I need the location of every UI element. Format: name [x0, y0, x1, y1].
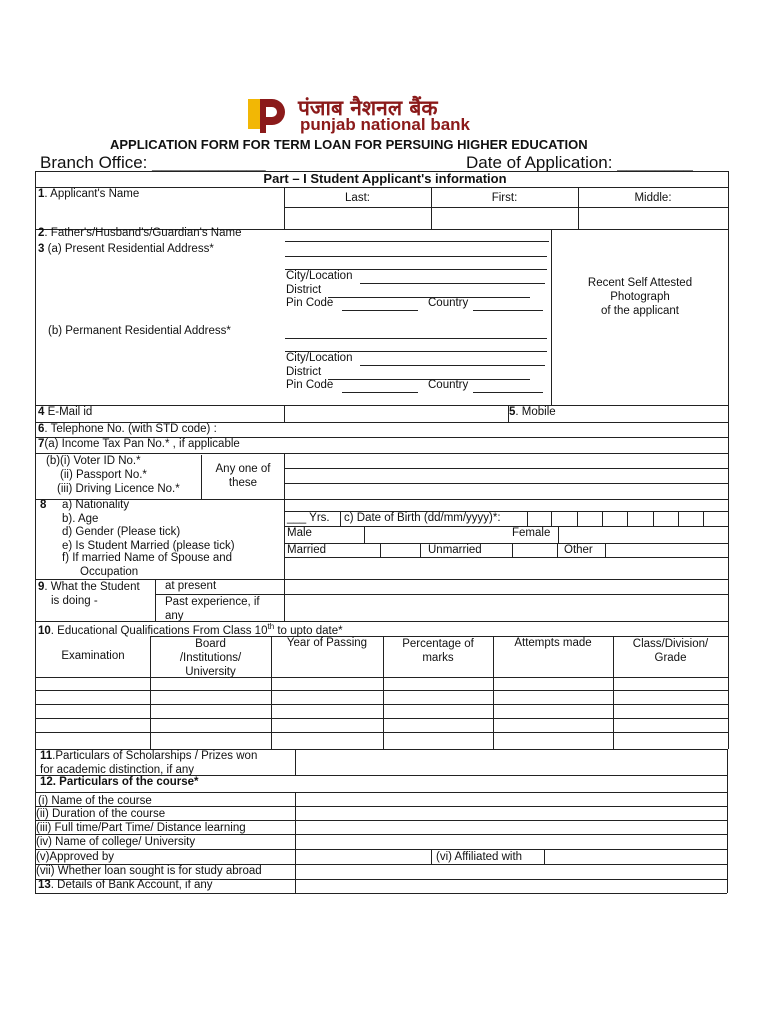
q10-title: 10. Educational Qualifications From Class 10th to upto date*: [38, 622, 343, 637]
permanent-city-input[interactable]: [360, 365, 545, 366]
pnb-logo-icon: [246, 95, 292, 137]
col-percentage: Percentage of marks: [402, 638, 474, 664]
middle-name-label: Middle:: [634, 192, 672, 204]
status-married-checkbox[interactable]: [381, 544, 419, 556]
driving-licence-input[interactable]: [285, 484, 727, 498]
dob-month-box-1[interactable]: [578, 512, 601, 525]
middle-name-input[interactable]: [579, 208, 727, 228]
table-row[interactable]: [36, 705, 727, 717]
course-duration-input[interactable]: [296, 807, 726, 819]
study-mode-label: (iii) Full time/Part Time/ Distance learning: [36, 822, 246, 834]
gender-male-checkbox[interactable]: [365, 527, 507, 542]
present-address-line-1[interactable]: [285, 256, 547, 257]
approved-by-label: (v)Approved by: [36, 851, 114, 863]
study-mode-input[interactable]: [296, 821, 726, 833]
branch-office-label[interactable]: Branch Office: ____________: [40, 153, 266, 172]
passport-label: (ii) Passport No.*: [60, 469, 147, 481]
permanent-city-label: City/Location: [286, 352, 353, 364]
q7a-label: 7(a) Income Tax Pan No.* , if applicable: [38, 438, 240, 450]
dob-day-box-2[interactable]: [552, 512, 576, 525]
table-row[interactable]: [36, 691, 727, 703]
email-input[interactable]: [285, 406, 507, 421]
status-married-label: Married: [287, 544, 326, 556]
at-present-input[interactable]: [285, 580, 727, 593]
passport-input[interactable]: [285, 469, 727, 482]
age-label: b). Age: [62, 513, 99, 525]
q2-label: 2. Father's/Husband's/Guardian's Name: [38, 227, 242, 239]
present-pin-input[interactable]: [342, 310, 418, 311]
dob-year-box-2[interactable]: [654, 512, 677, 525]
present-city-label: City/Location: [286, 270, 353, 282]
table-row[interactable]: [36, 678, 727, 689]
status-unmarried-label: Unmarried: [428, 544, 482, 556]
photo-text-3: of the applicant: [600, 305, 679, 317]
permanent-address-line-1[interactable]: [285, 338, 547, 339]
gender-label: d) Gender (Please tick): [62, 526, 181, 538]
col-attempts: Attempts made: [514, 637, 592, 649]
last-name-label: Last:: [345, 192, 370, 204]
dob-month-box-2[interactable]: [603, 512, 626, 525]
col-board: Board /Institutions/ University: [179, 638, 242, 678]
bank-name-english: punjab national bank: [300, 115, 471, 134]
table-row[interactable]: [36, 733, 727, 748]
photo-text-1: Recent Self Attested: [587, 277, 693, 289]
married-label: e) Is Student Married (please tick): [62, 540, 235, 552]
status-other-checkbox[interactable]: [606, 544, 727, 556]
college-name-label: (iv) Name of college/ University: [36, 836, 196, 848]
driving-licence-label: (iii) Driving Licence No.*: [57, 483, 180, 495]
q11-label: 11.Particulars of Scholarships / Prizes won for academic distinction, if any: [40, 750, 258, 776]
spouse-label: f) If married Name of Spouse and: [62, 552, 233, 564]
dob-year-box-3[interactable]: [679, 512, 702, 525]
course-name-label: (i) Name of the course: [38, 795, 152, 807]
bank-name-hindi: पंजाब नैशनल बैंक: [298, 96, 438, 120]
any-one-note: Any one of these: [215, 463, 271, 489]
photo-box[interactable]: [552, 276, 728, 318]
present-country-label: Country: [428, 297, 469, 309]
gender-male-label: Male: [287, 527, 312, 539]
permanent-pin-label: Pin Code: [286, 379, 334, 391]
permanent-pin-input[interactable]: [342, 392, 418, 393]
date-of-application-label[interactable]: Date of Application: ________: [466, 153, 693, 172]
dob-day-box-1[interactable]: [528, 512, 550, 525]
last-name-input[interactable]: [285, 208, 430, 228]
permanent-country-label: Country: [428, 379, 469, 391]
present-city-input[interactable]: [360, 283, 545, 284]
col-examination: Examination: [61, 650, 125, 662]
q12-title: 12. Particulars of the course*: [40, 776, 199, 788]
course-duration-label: (ii) Duration of the course: [36, 808, 166, 820]
status-other-label: Other: [564, 544, 593, 556]
bank-account-input[interactable]: [296, 880, 726, 892]
photo-text-2: Photograph: [610, 291, 670, 303]
voter-id-label: (b)(i) Voter ID No.*: [46, 455, 141, 467]
past-experience-input[interactable]: [285, 595, 727, 620]
bank-logo: [246, 95, 292, 137]
approved-by-input[interactable]: [296, 850, 430, 863]
q8-num: 8: [40, 499, 47, 511]
study-abroad-input[interactable]: [296, 865, 726, 878]
q3a-label: 3 (a) Present Residential Address*: [38, 243, 214, 255]
scholarships-input[interactable]: [296, 750, 726, 774]
form-title: APPLICATION FORM FOR TERM LOAN FOR PERSUING HIGHER EDUCATION: [110, 137, 588, 152]
permanent-country-input[interactable]: [473, 392, 543, 393]
spouse-name-input[interactable]: [285, 558, 727, 578]
col-year-of-passing: Year of Passing: [286, 637, 368, 649]
q9-label: 9. What the Student is doing -: [38, 581, 140, 607]
college-name-input[interactable]: [296, 835, 726, 848]
voter-id-input[interactable]: [285, 454, 727, 467]
doing-at-present-label: at present: [165, 580, 217, 592]
dob-year-box-1[interactable]: [628, 512, 652, 525]
present-district-label: District: [286, 284, 322, 296]
present-country-input[interactable]: [473, 310, 543, 311]
gender-female-checkbox[interactable]: [559, 527, 727, 542]
table-row[interactable]: [36, 719, 727, 731]
part1-title: Part – I Student Applicant's information: [263, 171, 507, 186]
first-name-label: First:: [491, 192, 518, 204]
dob-label: c) Date of Birth (dd/mm/yyyy)*:: [344, 512, 501, 524]
nationality-label: a) Nationality: [62, 499, 130, 511]
guardian-name-input[interactable]: [285, 241, 549, 242]
gender-female-label: Female: [512, 527, 551, 539]
occupation-label: Occupation: [80, 566, 139, 578]
nationality-input[interactable]: [285, 500, 727, 510]
permanent-district-label: District: [286, 366, 322, 378]
affiliated-with-input[interactable]: [545, 850, 726, 863]
present-pin-label: Pin Code: [286, 297, 334, 309]
past-experience-label: Past experience, if any: [165, 596, 260, 622]
status-unmarried-checkbox[interactable]: [513, 544, 556, 556]
q6-label: 6. Telephone No. (with STD code) :: [38, 423, 217, 435]
course-name-input[interactable]: [296, 793, 726, 805]
dob-year-box-4[interactable]: [704, 512, 727, 525]
col-class-grade: Class/Division/ Grade: [632, 638, 709, 664]
q3b-label: (b) Permanent Residential Address*: [48, 325, 231, 337]
q5-label: 5. Mobile: [509, 406, 556, 418]
age-years[interactable]: ___ Yrs.: [287, 512, 330, 524]
q4-label: 4 E-Mail id: [38, 406, 93, 418]
affiliated-with-label: (vi) Affiliated with: [436, 851, 523, 863]
q1-label: 1. Applicant's Name: [38, 188, 140, 200]
first-name-input[interactable]: [432, 208, 577, 228]
q13-label: 13. Details of Bank Account, if any: [38, 879, 213, 891]
study-abroad-label: (vii) Whether loan sought is for study abroad: [36, 865, 262, 877]
